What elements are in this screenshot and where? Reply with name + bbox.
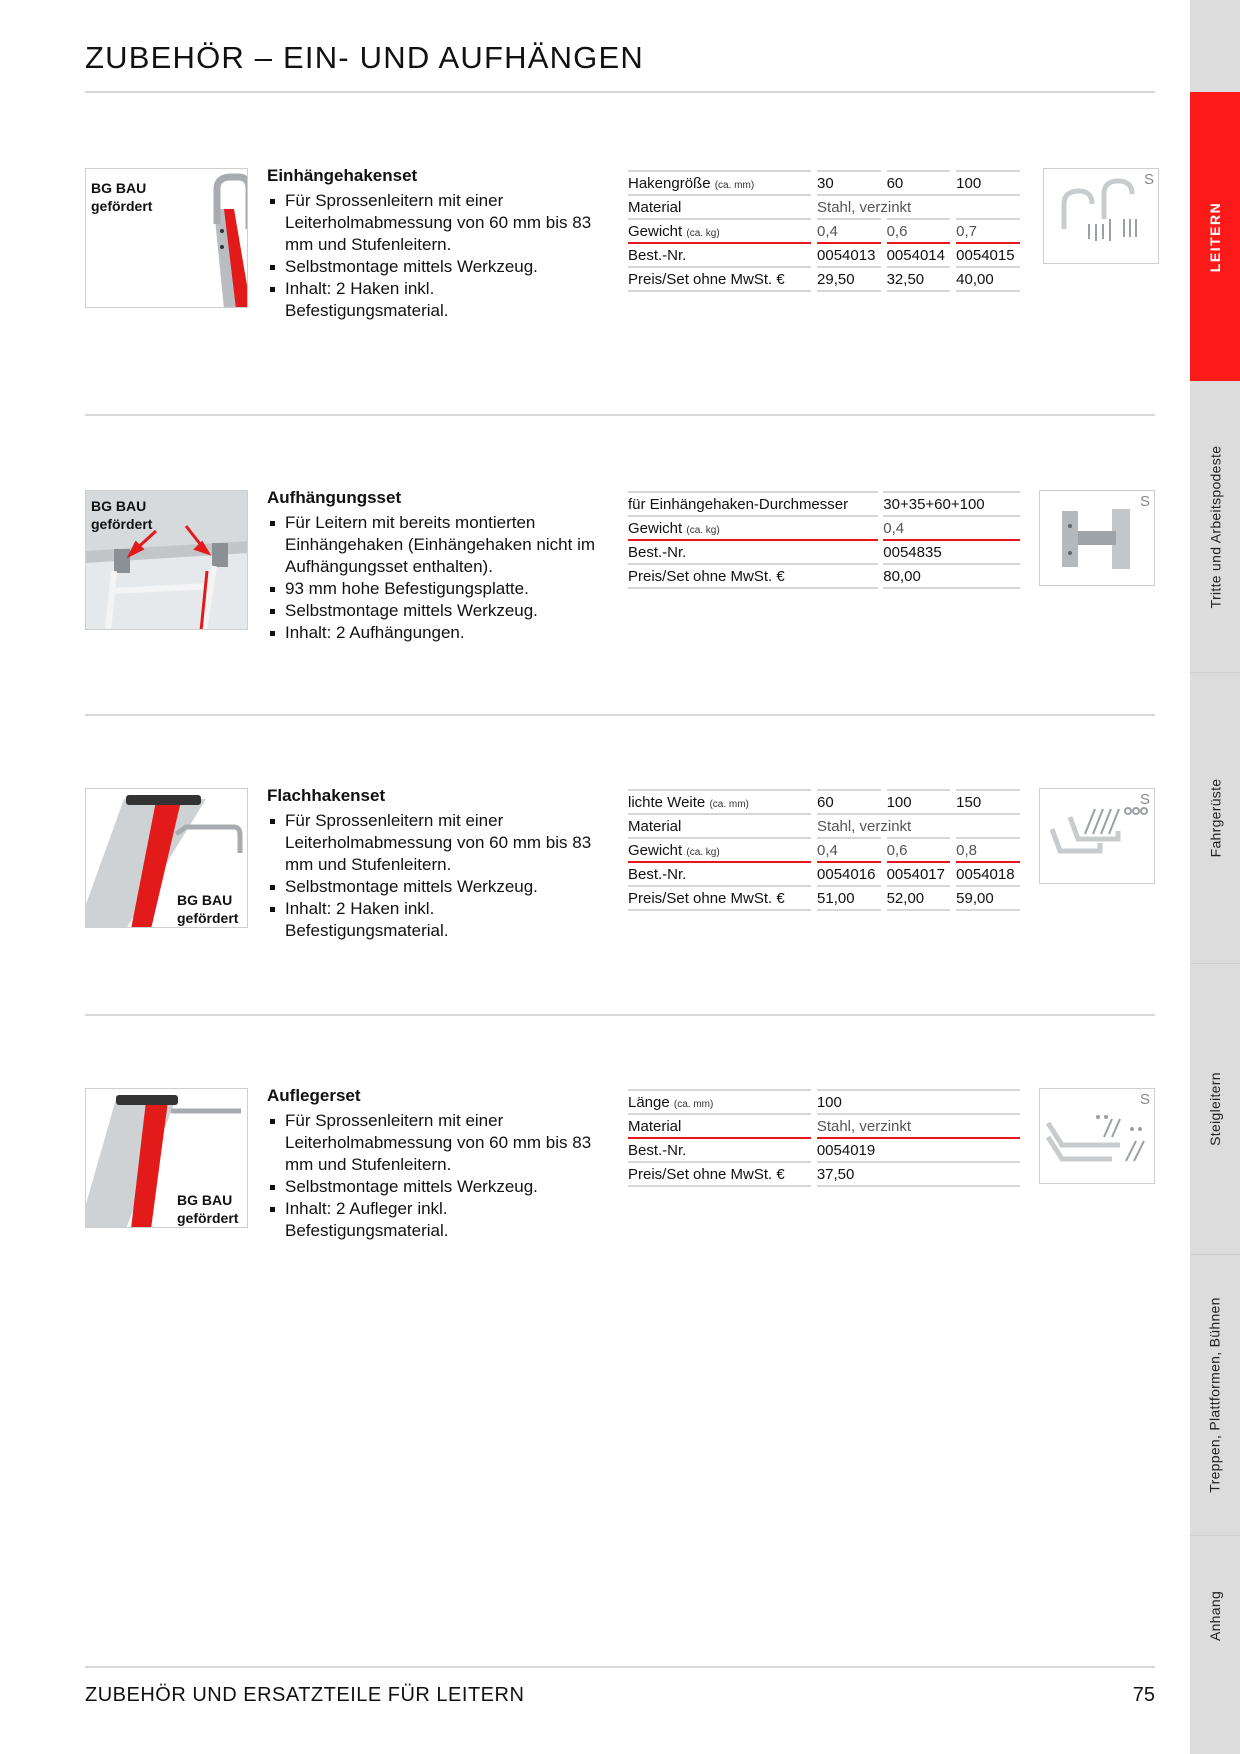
product-description: [267, 1086, 597, 1242]
accessory-thumbnail: [1043, 168, 1159, 264]
feature-bullet: Für Sprossenleitern mit einer Leiterholmabmessung von 60 mm bis 83 mm und Stufenleitern.: [267, 1110, 597, 1176]
page-title: ZUBEHÖR – EIN- UND AUFHÄNGEN: [85, 40, 644, 75]
feature-bullet: Selbstmontage mittels Werkzeug.: [267, 256, 597, 278]
spec-table-auflegerset: Länge (ca. mm) 100 Material Stahl, verzinkt Best.-Nr. 0054019 Preis/Set ohne MwSt. € 37,50: [628, 1089, 1020, 1187]
section-divider: [85, 1014, 1155, 1016]
product-photo-flachhakenset: [85, 788, 248, 928]
header-divider: [85, 91, 1155, 93]
product-description: [267, 786, 597, 942]
page-number: 75: [1132, 1684, 1155, 1706]
spec-table-flachhakenset: lichte Weite (ca. mm) 60 100 150 Material Stahl, verzinkt Gewicht (ca. kg) 0,4 0,6 0,8 Best.-Nr. 0054016 0054017 0054018 Preis/Set ohne MwSt. € 51,00 52,00 59,00: [628, 789, 1020, 911]
accessory-thumbnail: [1039, 788, 1155, 884]
s-mark: S: [1139, 493, 1150, 510]
feature-bullet: Inhalt: 2 Haken inkl. Befestigungsmaterial.: [267, 898, 597, 942]
s-mark: S: [1143, 171, 1154, 188]
product-photo-einhaengehakenset: [85, 168, 248, 308]
flat-hook-parts-illustration: [1040, 789, 1155, 884]
tab-anhang[interactable]: Anhang: [1207, 1590, 1224, 1642]
feature-bullet: Inhalt: 2 Aufhängungen.: [267, 622, 597, 644]
accessory-thumbnail: [1039, 1088, 1155, 1184]
tab-fahrgerueste[interactable]: Fahrgerüste: [1207, 778, 1224, 858]
product-title: Flachhakenset: [267, 786, 386, 805]
feature-bullet: Für Leitern mit bereits montierten Einhängehaken (Einhängehaken nicht im Aufhängungsset enthalten).: [267, 512, 597, 578]
s-mark: S: [1139, 1091, 1150, 1108]
bg-bau-badge: BG BAU gefördert: [177, 892, 239, 926]
product-photo-auflegerset: [85, 1088, 248, 1228]
product-title: Aufhängungsset: [267, 488, 402, 507]
tab-leitern[interactable]: LEITERN: [1190, 92, 1240, 381]
hook-parts-illustration: [1044, 169, 1159, 264]
footer-title: ZUBEHÖR UND ERSATZTEILE FÜR LEITERN: [85, 1684, 525, 1706]
section-divider: [85, 414, 1155, 416]
footer-divider: [85, 1666, 1155, 1668]
feature-bullet: Für Sprossenleitern mit einer Leiterholmabmessung von 60 mm bis 83 mm und Stufenleitern.: [267, 190, 597, 256]
feature-bullet: Inhalt: 2 Haken inkl. Befestigungsmaterial.: [267, 278, 597, 322]
product-photo-aufhaengungsset: [85, 490, 248, 630]
product-title: Auflegerset: [267, 1086, 361, 1105]
rest-bracket-parts-illustration: [1040, 1089, 1155, 1184]
spec-table-aufhaengungsset: für Einhängehaken-Durchmesser 30+35+60+100 Gewicht (ca. kg) 0,4 Best.-Nr. 0054835 Preis/Set ohne MwSt. € 80,00: [628, 491, 1020, 589]
tab-treppen-plattformen-buehnen[interactable]: Treppen, Plattformen, Bühnen: [1207, 1297, 1224, 1493]
section-divider: [85, 714, 1155, 716]
bg-bau-badge: BG BAU gefördert: [91, 498, 153, 532]
tab-steigleitern[interactable]: Steigleitern: [1207, 1072, 1223, 1146]
hanger-parts-illustration: [1040, 491, 1155, 586]
product-description: [267, 488, 597, 644]
s-mark: S: [1139, 791, 1150, 808]
bg-bau-badge: BG BAU gefördert: [91, 180, 153, 214]
accessory-thumbnail: [1039, 490, 1155, 586]
tab-tritte-arbeitspodeste[interactable]: Tritte und Arbeitspodeste: [1207, 445, 1224, 609]
product-title: Einhängehakenset: [267, 166, 418, 185]
feature-bullet: Selbstmontage mittels Werkzeug.: [267, 1176, 597, 1198]
feature-bullet: Inhalt: 2 Aufleger inkl. Befestigungsmaterial.: [267, 1198, 597, 1242]
feature-bullet: Selbstmontage mittels Werkzeug.: [267, 600, 597, 622]
spec-table-einhaengehakenset: Hakengröße (ca. mm) 30 60 100 Material Stahl, verzinkt Gewicht (ca. kg) 0,4 0,6 0,7 Best.-Nr. 0054013 0054014 0054015 Preis/Set ohne MwSt. € 29,50 32,50 40,00: [628, 170, 1020, 292]
feature-bullet: 93 mm hohe Befestigungsplatte.: [267, 578, 597, 600]
product-description: [267, 166, 597, 322]
feature-bullet: Selbstmontage mittels Werkzeug.: [267, 876, 597, 898]
feature-bullet: Für Sprossenleitern mit einer Leiterholmabmessung von 60 mm bis 83 mm und Stufenleitern.: [267, 810, 597, 876]
bg-bau-badge: BG BAU gefördert: [177, 1192, 239, 1226]
